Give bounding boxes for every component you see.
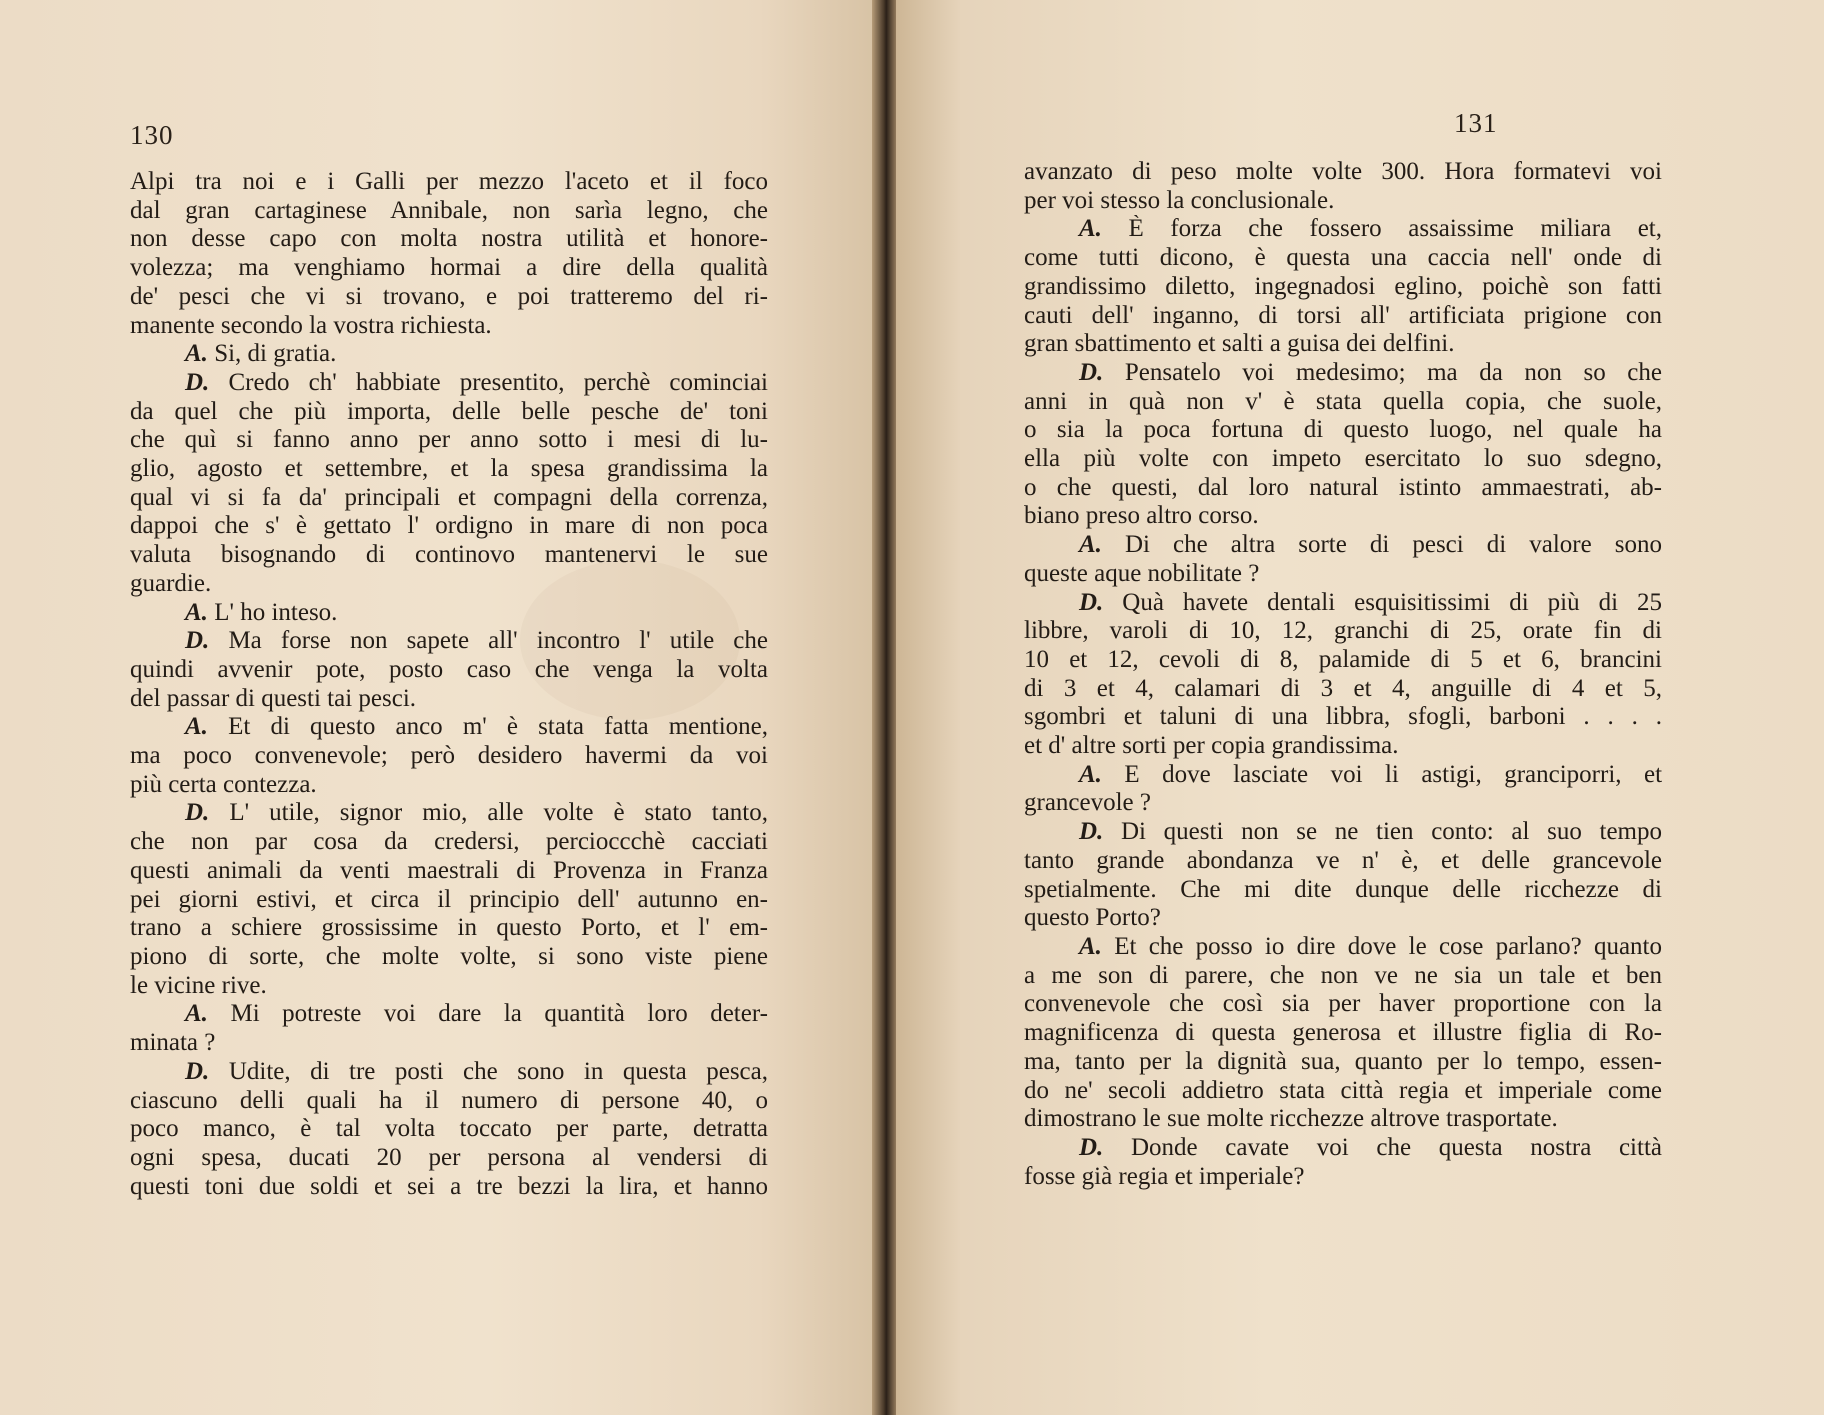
line-text: do ne' secoli addietro stata città regia et imperiale come <box>1024 1076 1662 1104</box>
text-line <box>1024 388 1662 417</box>
text-line <box>1024 703 1662 732</box>
text-line <box>1024 962 1662 991</box>
text-line <box>130 886 768 915</box>
text-line <box>1024 1163 1662 1192</box>
line-text: questi toni due soldi et sei a tre bezzi la lira, et hanno <box>130 1172 768 1200</box>
text-line <box>1024 646 1662 675</box>
text-line <box>1024 589 1662 618</box>
text-line <box>1024 416 1662 445</box>
text-line <box>1024 847 1662 876</box>
speaker-label: D. <box>1079 818 1104 846</box>
line-text: del passar di questi tai pesci. <box>130 684 417 712</box>
line-text: di 3 et 4, calamari di 3 et 4, anguille di 4 et 5, <box>1024 674 1662 702</box>
speaker-label: D. <box>185 799 210 827</box>
text-line <box>1024 818 1662 847</box>
line-text: che non par cosa da credersi, percioccchè cacciati <box>130 828 768 856</box>
line-text: Si, di gratia. <box>214 340 337 368</box>
text-line <box>1024 1019 1662 1048</box>
line-text: Et di questo anco m' è stata fatta mentione, <box>228 713 768 741</box>
left-page <box>0 0 884 1415</box>
line-text: dal gran cartaginese Annibale, non sarìa legno, che <box>130 196 768 224</box>
text-line <box>1024 330 1662 359</box>
line-text: biano preso altro corso. <box>1024 502 1259 530</box>
text-line <box>1024 990 1662 1019</box>
line-text: Udite, di tre posti che sono in questa pesca, <box>228 1057 768 1085</box>
line-text: le vicine rive. <box>130 971 267 999</box>
line-text: questi animali da venti maestrali di Provenza in Franza <box>130 856 768 884</box>
line-text: L' utile, signor mio, alle volte è stato tanto, <box>229 799 768 827</box>
text-line <box>130 225 768 254</box>
line-text: come tutti dicono, è questa una caccia nell' onde di <box>1024 244 1662 272</box>
right-page <box>896 0 1824 1415</box>
line-text: gran sbattimento et salti a guisa dei delfini. <box>1024 330 1455 358</box>
line-text: ella più volte con impeto esercitato lo suo sdegno, <box>1024 445 1662 473</box>
text-line <box>1024 474 1662 503</box>
text-line <box>130 197 768 226</box>
speaker-label: D. <box>1079 358 1104 386</box>
text-line <box>130 713 768 742</box>
line-text: ogni spesa, ducati 20 per persona al vendersi di <box>130 1143 768 1171</box>
line-text: sgombri et taluni di una libbra, sfogli, barboni . . . . <box>1024 703 1662 731</box>
text-line <box>1024 1077 1662 1106</box>
text-line <box>1024 531 1662 560</box>
line-text: Quà havete dentali esquisitissimi di più di 25 <box>1122 588 1662 616</box>
line-text: Di questi non se ne tien conto: al suo tempo <box>1121 818 1662 846</box>
text-line <box>130 168 768 197</box>
speaker-label: D. <box>1079 588 1104 616</box>
line-text: grancevole ? <box>1024 789 1152 817</box>
line-text: L' ho inteso. <box>214 598 338 626</box>
text-line <box>1024 933 1662 962</box>
text-line <box>130 283 768 312</box>
text-line <box>130 1087 768 1116</box>
line-text: dimostrano le sue molte ricchezze altrove trasportate. <box>1024 1105 1558 1133</box>
line-text: qual vi si fa da' principali et compagni della correnza, <box>130 483 768 511</box>
text-line <box>1024 502 1662 531</box>
text-line <box>1024 789 1662 818</box>
text-line <box>130 541 768 570</box>
line-text: E dove lasciate voi li astigi, granciporri, et <box>1124 760 1662 788</box>
line-text: glio, agosto et settembre, et la spesa grandissima la <box>130 455 768 483</box>
text-line <box>1024 761 1662 790</box>
line-text: 10 et 12, cevoli di 8, palamide di 5 et 6, brancini <box>1024 645 1662 673</box>
text-line <box>130 426 768 455</box>
text-line <box>130 1058 768 1087</box>
line-text: Donde cavate voi che questa nostra città <box>1130 1133 1662 1161</box>
line-text: valuta bisognando di continovo mantenervi le sue <box>130 541 768 569</box>
text-line <box>130 1000 768 1029</box>
text-line <box>130 627 768 656</box>
speaker-label: A. <box>185 598 208 626</box>
text-line <box>1024 158 1662 187</box>
line-text: da quel che più importa, delle belle pesche de' toni <box>130 397 768 425</box>
line-text: Et che posso io dire dove le cose parlano? quanto <box>1114 932 1662 960</box>
page-number-right: 131 <box>1454 108 1498 138</box>
speaker-label: D. <box>1079 1133 1104 1161</box>
text-line <box>1024 187 1662 216</box>
text-line <box>1024 215 1662 244</box>
line-text: Ma forse non sapete all' incontro l' utile che <box>228 627 768 655</box>
line-text: Alpi tra noi e i Galli per mezzo l'aceto et il foco <box>130 168 768 195</box>
line-text: anni in quà non v' è stata quella copia, che suole, <box>1024 387 1662 415</box>
text-line <box>1024 1048 1662 1077</box>
line-text: convenevole che così sia per haver proportione con la <box>1024 990 1662 1018</box>
line-text: de' pesci che vi si trovano, e poi tratteremo del ri- <box>130 282 768 310</box>
line-text: per voi stesso la conclusionale. <box>1024 186 1335 214</box>
line-text: più certa contezza. <box>130 770 317 798</box>
text-line <box>130 656 768 685</box>
text-line <box>130 312 768 341</box>
line-text: Credo ch' habbiate presentito, perchè cominciai <box>228 368 768 396</box>
text-line <box>1024 273 1662 302</box>
text-line <box>1024 732 1662 761</box>
text-line <box>130 685 768 714</box>
line-text: questo Porto? <box>1024 904 1161 932</box>
text-line <box>130 599 768 628</box>
text-line <box>130 828 768 857</box>
page-number-left: 130 <box>130 120 174 150</box>
text-line <box>130 1173 768 1202</box>
text-line <box>130 512 768 541</box>
line-text: fosse già regia et imperiale? <box>1024 1162 1305 1190</box>
text-line <box>1024 1105 1662 1134</box>
left-page-text <box>130 168 768 1201</box>
line-text: a me son di parere, che non ve ne sia un tale et ben <box>1024 961 1662 989</box>
speaker-label: D. <box>185 368 210 396</box>
line-text: ma, tanto per la dignità sua, quanto per lo tempo, essen- <box>1024 1047 1662 1075</box>
line-text: libbre, varoli di 10, 12, granchi di 25, orate fin di <box>1024 617 1662 645</box>
line-text: o che questi, dal loro natural istinto ammaestrati, ab- <box>1024 473 1662 501</box>
text-line <box>130 340 768 369</box>
text-line <box>1024 359 1662 388</box>
text-line <box>130 484 768 513</box>
speaker-label: A. <box>1079 215 1102 243</box>
line-text: volezza; ma venghiamo hormai a dire della qualità <box>130 254 768 282</box>
speaker-label: D. <box>185 627 210 655</box>
line-text: ciascuno delli quali ha il numero di persone 40, o <box>130 1086 768 1114</box>
text-line <box>130 857 768 886</box>
line-text: ma poco convenevole; però desidero havermi da voi <box>130 742 768 770</box>
text-line <box>1024 876 1662 905</box>
text-line <box>1024 302 1662 331</box>
line-text: o sia la poca fortuna di questo luogo, nel quale ha <box>1024 416 1662 444</box>
text-line <box>130 254 768 283</box>
text-line <box>130 972 768 1001</box>
speaker-label: A. <box>1079 932 1102 960</box>
line-text: guardie. <box>130 569 212 597</box>
line-text: È forza che fossero assaissime miliara et, <box>1128 215 1662 243</box>
text-line <box>130 943 768 972</box>
speaker-label: A. <box>1079 531 1102 559</box>
speaker-label: A. <box>185 1000 208 1028</box>
text-line <box>130 914 768 943</box>
text-line <box>130 369 768 398</box>
line-text: quindi avvenir pote, posto caso che venga la volta <box>130 655 768 683</box>
speaker-label: A. <box>1079 760 1102 788</box>
line-text: Di che altra sorte di pesci di valore sono <box>1124 531 1662 559</box>
line-text: et d' altre sorti per copia grandissima. <box>1024 732 1399 760</box>
text-line <box>1024 617 1662 646</box>
line-text: manente secondo la vostra richiesta. <box>130 311 492 339</box>
line-text: poco manco, è tal volta toccato per parte, detratta <box>130 1115 768 1143</box>
text-line <box>130 1029 768 1058</box>
text-line <box>130 771 768 800</box>
text-line <box>130 742 768 771</box>
line-text: avanzato di peso molte volte 300. Hora formatevi voi <box>1024 158 1662 185</box>
speaker-label: D. <box>185 1057 210 1085</box>
right-page-text <box>1024 158 1662 1191</box>
text-line <box>1024 675 1662 704</box>
line-text: queste aque nobilitate ? <box>1024 559 1260 587</box>
text-line <box>1024 445 1662 474</box>
line-text: che quì si fanno anno per anno sotto i mesi di lu- <box>130 426 768 454</box>
line-text: pei giorni estivi, et circa il principio dell' autunno en- <box>130 885 768 913</box>
text-line <box>130 799 768 828</box>
line-text: cauti dell' inganno, di torsi all' artificiata prigione con <box>1024 301 1662 329</box>
speaker-label: A. <box>185 340 208 368</box>
line-text: non desse capo con molta nostra utilità et honore- <box>130 225 768 253</box>
line-text: Pensatelo voi medesimo; ma da non so che <box>1124 358 1662 386</box>
line-text: dappoi che s' è gettato l' ordigno in mare di non poca <box>130 512 768 540</box>
line-text: magnificenza di questa generosa et illustre figlia di Ro- <box>1024 1019 1662 1047</box>
line-text: trano a schiere grossissime in questo Porto, et l' em- <box>130 914 768 942</box>
speaker-label: A. <box>185 713 208 741</box>
text-line <box>130 455 768 484</box>
text-line <box>1024 1134 1662 1163</box>
line-text: piono di sorte, che molte volte, si sono viste piene <box>130 942 768 970</box>
line-text: minata ? <box>130 1029 216 1057</box>
text-line <box>130 570 768 599</box>
line-text: tanto grande abondanza ve n' è, et delle grancevole <box>1024 846 1662 874</box>
line-text: Mi potreste voi dare la quantità loro deter- <box>230 1000 768 1028</box>
text-line <box>130 1115 768 1144</box>
text-line <box>1024 244 1662 273</box>
text-line <box>1024 904 1662 933</box>
text-line <box>130 398 768 427</box>
text-line <box>130 1144 768 1173</box>
line-text: grandissimo diletto, ingegnadosi eglino, poichè son fatti <box>1024 272 1662 300</box>
text-line <box>1024 560 1662 589</box>
line-text: spetialmente. Che mi dite dunque delle ricchezze di <box>1024 875 1662 903</box>
book-gutter <box>872 0 898 1415</box>
